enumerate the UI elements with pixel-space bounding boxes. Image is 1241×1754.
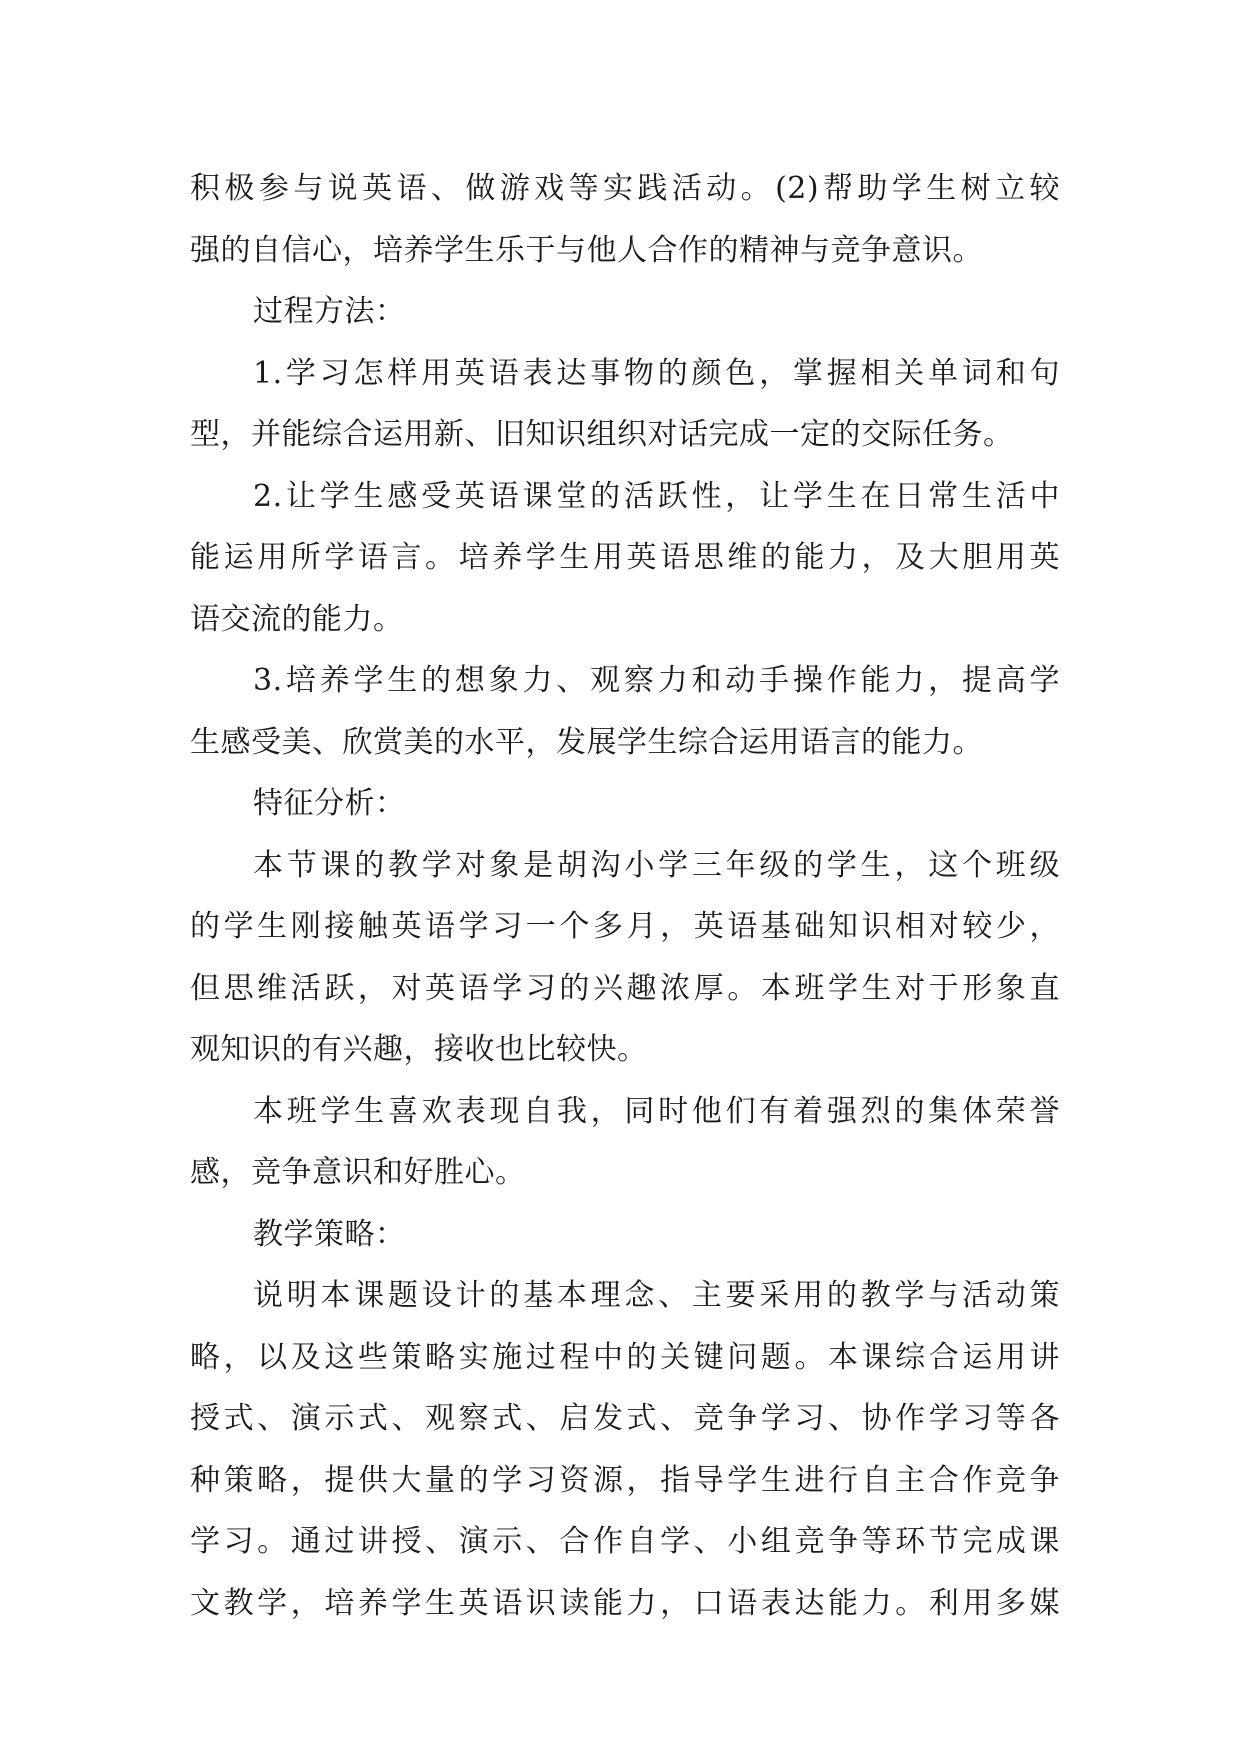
- text-line: 积极参与说英语、做游戏等实践活动。(2)帮助学生树立较: [190, 171, 1060, 206]
- text-line: 1.学习怎样用英语表达事物的颜色，掌握相关单词和句: [253, 355, 1060, 391]
- text-line: 但思维活跃，对英语学习的兴趣浓厚。本班学生对于形象直: [190, 970, 1060, 1006]
- text-line: 本节课的教学对象是胡沟小学三年级的学生，这个班级: [253, 847, 1060, 883]
- text-line: 教学策略：: [253, 1216, 406, 1252]
- text-line: 种策略，提供大量的学习资源，指导学生进行自主合作竞争: [190, 1462, 1060, 1498]
- text-line: 授式、演示式、观察式、启发式、竞争学习、协作学习等各: [190, 1401, 1060, 1436]
- text-line: 文教学，培养学生英语识读能力，口语表达能力。利用多媒: [190, 1585, 1060, 1621]
- text-line: 的学生刚接触英语学习一个多月，英语基础知识相对较少，: [190, 909, 1060, 944]
- text-line: 本班学生喜欢表现自我，同时他们有着强烈的集体荣誉: [253, 1093, 1060, 1129]
- text-line: 语交流的能力。: [190, 601, 404, 637]
- document-body-text: [190, 158, 1060, 1634]
- text-line: 说明本课题设计的基本理念、主要采用的教学与活动策: [253, 1278, 1060, 1313]
- text-line: 3.培养学生的想象力、观察力和动手操作能力，提高学: [253, 663, 1060, 698]
- text-line: 能运用所学语言。培养学生用英语思维的能力，及大胆用英: [190, 540, 1060, 575]
- text-line: 生感受美、欣赏美的水平，发展学生综合运用语言的能力。: [190, 724, 983, 760]
- text-line: 略，以及这些策略实施过程中的关键问题。本课综合运用讲: [190, 1339, 1060, 1375]
- text-line: 强的自信心，培养学生乐于与他人合作的精神与竞争意识。: [190, 232, 983, 268]
- text-line: 2.让学生感受英语课堂的活跃性，让学生在日常生活中: [253, 478, 1060, 514]
- text-line: 学习。通过讲授、演示、合作自学、小组竞争等环节完成课: [190, 1524, 1060, 1559]
- text-line: 过程方法：: [253, 294, 406, 329]
- text-line: 感，竞争意识和好胜心。: [190, 1155, 526, 1190]
- text-line: 特征分析：: [253, 786, 406, 821]
- text-line: 型，并能综合运用新、旧知识组织对话完成一定的交际任务。: [190, 417, 1014, 452]
- text-line: 观知识的有兴趣，接收也比较快。: [190, 1032, 648, 1067]
